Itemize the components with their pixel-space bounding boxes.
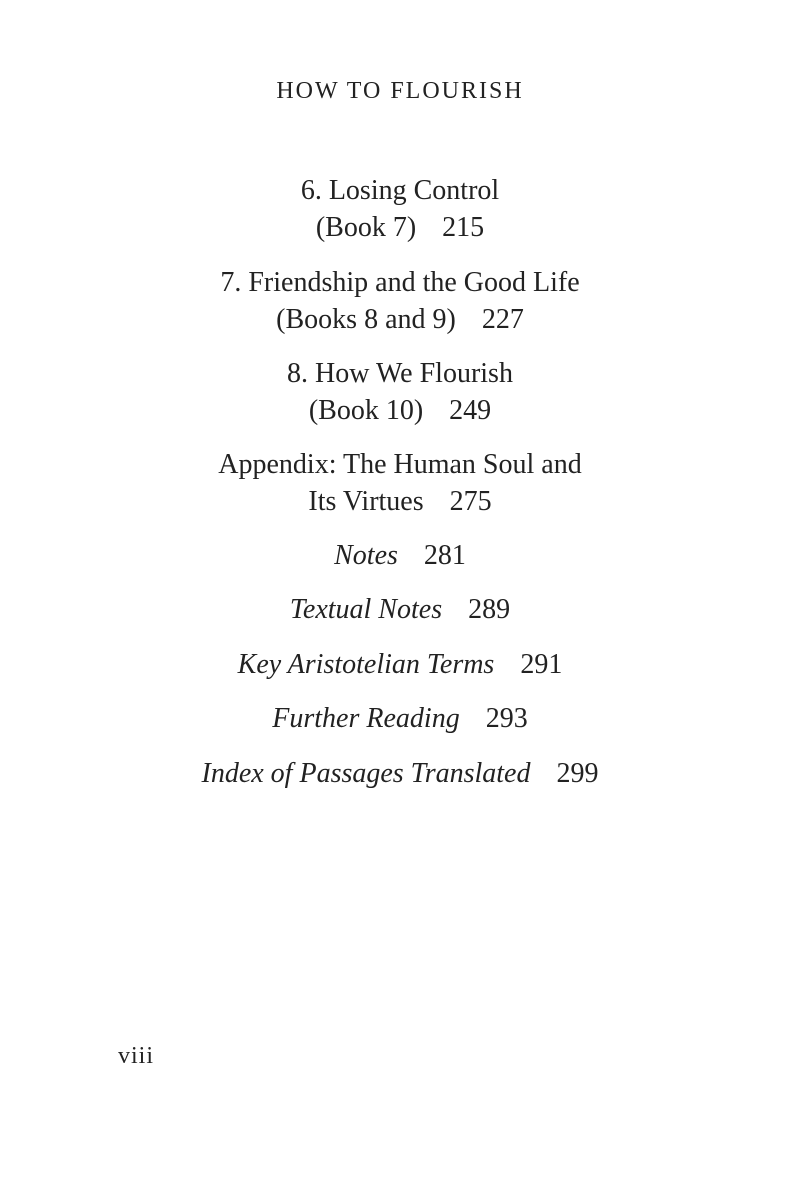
toc-entry-title: Appendix: The Human Soul and: [218, 449, 582, 480]
toc-entry-subtitle: (Book 7): [315, 212, 417, 243]
toc-entry-index[interactable]: [0, 755, 800, 792]
running-head: HOW TO FLOURISH: [276, 78, 524, 104]
toc-entry-appendix[interactable]: [0, 446, 800, 520]
toc-entry-chapter-7[interactable]: [0, 264, 800, 338]
toc-entry-title: 7. Friendship and the Good Life: [220, 267, 580, 298]
toc-entry-title: Key Aristotelian Terms: [237, 649, 495, 680]
toc-page-number: 291: [520, 649, 563, 680]
toc-entry-chapter-8[interactable]: [0, 355, 800, 429]
toc-page-number: 289: [468, 594, 511, 625]
toc-page-number: 215: [442, 212, 485, 243]
toc-entry-key-terms[interactable]: [0, 646, 800, 683]
toc-page-number: 281: [423, 540, 466, 571]
toc-entry-title: Further Reading: [272, 703, 460, 734]
toc-page-number: 299: [556, 758, 599, 789]
page-folio: viii: [118, 1043, 155, 1069]
toc-page-number: 249: [449, 395, 492, 426]
toc-entry-further-reading[interactable]: [0, 700, 800, 737]
toc-entry-title: 6. Losing Control: [300, 175, 500, 206]
toc-entry-subtitle: (Book 10): [308, 395, 424, 426]
toc-entry-subtitle: (Books 8 and 9): [276, 304, 456, 335]
toc-page-number: 293: [485, 703, 528, 734]
toc-entry-title: Index of Passages Translated: [201, 758, 531, 789]
toc-entry-textual-notes[interactable]: [0, 591, 800, 628]
toc-page-number: 275: [449, 486, 492, 517]
toc-entry-subtitle: Its Virtues: [308, 486, 424, 517]
toc-page-number: 227: [481, 304, 524, 335]
toc-entry-chapter-6[interactable]: [0, 172, 800, 246]
toc-entry-notes[interactable]: [0, 537, 800, 574]
toc-entry-title: 8. How We Flourish: [287, 358, 513, 389]
toc-entry-title: Textual Notes: [289, 594, 443, 625]
toc-entry-title: Notes: [334, 540, 398, 571]
